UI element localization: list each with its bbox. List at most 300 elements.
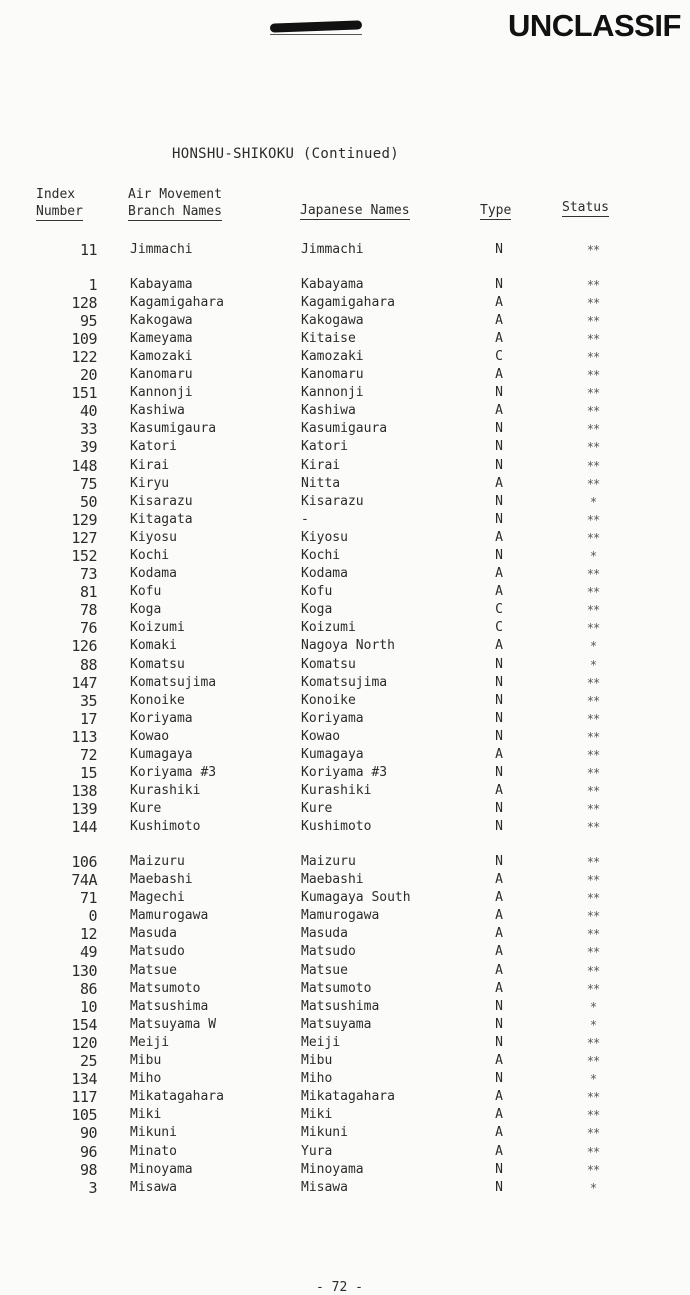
japanese-name-cell: Minoyama [301, 1161, 364, 1177]
index-number-cell: 105 [71, 1106, 97, 1125]
index-number-cell: 12 [79, 925, 97, 944]
air-movement-name-cell: Mikuni [130, 1125, 177, 1141]
type-cell: A [495, 584, 503, 600]
air-movement-name-cell: Jimmachi [130, 242, 193, 257]
japanese-name-cell: Koriyama #3 [301, 765, 388, 781]
status-cell: ** [586, 440, 600, 455]
japanese-name-cell: Kurashiki [301, 783, 372, 799]
type-cell: A [495, 783, 503, 799]
index-number-cell: 73 [79, 565, 97, 584]
table-row [0, 782, 690, 800]
status-cell: ** [586, 1054, 600, 1069]
japanese-name-cell: - [301, 511, 309, 527]
header-air-movement-names [128, 186, 222, 220]
japanese-name-cell: Matsushima [301, 998, 380, 1014]
air-movement-name-cell: Matsumoto [130, 980, 201, 996]
table-row [0, 402, 690, 420]
air-movement-name-cell: Kofu [130, 584, 162, 600]
air-movement-name-cell: Mamurogawa [130, 908, 209, 924]
air-movement-name-cell: Kagamigahara [130, 294, 224, 310]
status-cell: ** [586, 621, 600, 636]
type-cell: N [495, 998, 503, 1014]
air-movement-name-cell: Kameyama [130, 330, 193, 346]
air-movement-name-cell: Komaki [130, 638, 177, 654]
japanese-name-cell: Kabayama [301, 276, 364, 292]
index-number-cell: 126 [71, 637, 97, 656]
japanese-name-cell: Kofu [301, 584, 333, 600]
table-row [0, 457, 690, 475]
type-cell: A [495, 1107, 503, 1123]
air-movement-name-cell: Kodama [130, 566, 177, 582]
index-number-cell: 129 [71, 510, 97, 529]
status-cell: ** [586, 748, 600, 763]
air-movement-name-cell: Katori [130, 439, 177, 455]
status-cell: ** [586, 981, 600, 996]
index-number-cell: 74A [71, 871, 97, 890]
index-number-cell: 15 [79, 764, 97, 783]
table-row [0, 853, 690, 871]
type-cell: A [495, 312, 503, 328]
table-row [0, 529, 690, 547]
index-number-cell: 33 [79, 420, 97, 439]
table-row [0, 800, 690, 818]
air-movement-name-cell: Miki [130, 1107, 162, 1123]
japanese-name-cell: Maebashi [301, 872, 364, 888]
table-row [0, 511, 690, 529]
index-number-cell: 95 [79, 311, 97, 330]
air-movement-name-cell: Maizuru [130, 854, 185, 869]
table-row [0, 294, 690, 312]
index-number-cell: 128 [71, 293, 97, 312]
air-movement-name-cell: Minoyama [130, 1161, 193, 1177]
status-cell: ** [586, 963, 600, 978]
japanese-name-cell: Konoike [301, 692, 356, 708]
air-movement-name-cell: Kurashiki [130, 783, 201, 799]
table-row [0, 1179, 690, 1197]
status-cell: ** [586, 1108, 600, 1123]
type-cell: C [495, 620, 503, 636]
type-cell: A [495, 638, 503, 654]
status-cell: ** [586, 784, 600, 799]
header-type-label: Type [480, 203, 512, 218]
type-cell: A [495, 1143, 503, 1159]
status-cell: ** [586, 277, 600, 292]
japanese-name-cell: Komatsujima [301, 674, 388, 690]
status-cell: ** [586, 404, 600, 419]
air-movement-name-cell: Magechi [130, 890, 185, 906]
japanese-name-cell: Mamurogawa [301, 908, 380, 924]
status-cell: * [589, 999, 597, 1014]
air-movement-name-cell: Kamozaki [130, 348, 193, 364]
air-movement-name-cell: Mikatagahara [130, 1089, 224, 1105]
type-cell: A [495, 529, 503, 545]
status-cell: * [589, 1017, 597, 1032]
type-cell: A [495, 872, 503, 888]
table-row [0, 565, 690, 583]
japanese-name-cell: Matsumoto [301, 980, 372, 996]
air-movement-name-cell: Kashiwa [130, 403, 185, 419]
index-number-cell: 35 [79, 691, 97, 710]
japanese-name-cell: Kirai [301, 457, 341, 473]
japanese-name-cell: Nagoya North [301, 638, 395, 654]
header-japanese-names [300, 202, 410, 219]
index-number-cell: 113 [71, 727, 97, 746]
japanese-name-cell: Kanomaru [301, 367, 364, 383]
type-cell: A [495, 747, 503, 763]
type-cell: N [495, 674, 503, 690]
index-number-cell: 120 [71, 1033, 97, 1052]
header-index-number [36, 186, 83, 220]
japanese-name-cell: Kowao [301, 728, 341, 744]
japanese-name-cell: Kure [301, 801, 333, 817]
japanese-name-cell: Katori [301, 439, 348, 455]
type-cell: A [495, 403, 503, 419]
table-row [0, 764, 690, 782]
index-number-cell: 134 [71, 1070, 97, 1089]
redaction-bar [270, 20, 362, 32]
japanese-name-cell: Miho [301, 1071, 333, 1087]
type-cell: N [495, 656, 503, 672]
japanese-name-cell: Kiyosu [301, 529, 348, 545]
status-cell: * [589, 549, 597, 563]
index-number-cell: 122 [71, 347, 97, 366]
index-number-cell: 139 [71, 800, 97, 819]
japanese-name-cell: Kannonji [301, 385, 364, 401]
table-row [0, 871, 690, 889]
status-cell: ** [586, 567, 600, 582]
table-row [0, 656, 690, 674]
japanese-name-cell: Kakogawa [301, 312, 364, 328]
air-movement-name-cell: Matsuyama W [130, 1016, 217, 1032]
air-movement-name-cell: Misawa [130, 1179, 177, 1195]
table-row [0, 1088, 690, 1106]
table-row [0, 962, 690, 980]
type-cell: N [495, 421, 503, 437]
status-cell: ** [586, 512, 600, 527]
index-number-cell: 10 [79, 997, 97, 1016]
table-row [0, 475, 690, 493]
air-movement-name-cell: Komatsu [130, 656, 185, 672]
status-cell: ** [586, 873, 600, 888]
index-number-cell: 117 [71, 1088, 97, 1107]
japanese-name-cell: Koizumi [301, 620, 356, 636]
status-cell: ** [586, 349, 600, 364]
table-row [0, 438, 690, 456]
table-row [0, 674, 690, 692]
type-cell: N [495, 457, 503, 473]
type-cell: N [495, 276, 503, 292]
status-cell: ** [586, 820, 600, 835]
table-row [0, 493, 690, 511]
status-cell: ** [586, 1090, 600, 1105]
type-cell: N [495, 242, 503, 257]
index-number-cell: 11 [79, 241, 97, 259]
table-row [0, 619, 690, 637]
status-cell: ** [586, 458, 600, 473]
air-movement-name-cell: Kitagata [130, 511, 193, 527]
index-number-cell: 17 [79, 709, 97, 728]
table-row [0, 998, 690, 1016]
table-row [0, 746, 690, 764]
index-number-cell: 72 [79, 746, 97, 765]
status-cell: ** [586, 1162, 600, 1177]
index-number-cell: 144 [71, 818, 97, 837]
type-cell: A [495, 926, 503, 942]
type-cell: N [495, 385, 503, 401]
index-number-cell: 130 [71, 961, 97, 980]
japanese-name-cell: Matsue [301, 962, 348, 978]
japanese-name-cell: Kushimoto [301, 819, 372, 835]
header-japanese-label: Japanese Names [300, 203, 410, 218]
type-cell: N [495, 511, 503, 527]
type-cell: N [495, 1016, 503, 1032]
index-number-cell: 78 [79, 601, 97, 620]
status-cell: ** [586, 855, 600, 869]
air-movement-name-cell: Kasumigaura [130, 421, 217, 437]
header-index-line2: Number [36, 204, 83, 219]
air-movement-name-cell: Koizumi [130, 620, 185, 636]
japanese-name-cell: Matsudo [301, 944, 356, 960]
table-row [0, 889, 690, 907]
japanese-name-cell: Yura [301, 1143, 333, 1159]
table-row [0, 420, 690, 438]
status-cell: ** [586, 386, 600, 401]
type-cell: A [495, 330, 503, 346]
status-cell: ** [586, 476, 600, 491]
japanese-name-cell: Kitaise [301, 330, 356, 346]
japanese-name-cell: Koga [301, 602, 333, 618]
index-number-cell: 154 [71, 1015, 97, 1034]
index-number-cell: 49 [79, 943, 97, 962]
table-row [0, 1143, 690, 1161]
air-movement-name-cell: Komatsujima [130, 674, 217, 690]
table-row [0, 1161, 690, 1179]
japanese-name-cell: Kamozaki [301, 348, 364, 364]
type-cell: N [495, 801, 503, 817]
table-row [0, 312, 690, 330]
header-index-line1: Index [36, 187, 76, 202]
japanese-name-cell: Kochi [301, 548, 341, 563]
index-number-cell: 127 [71, 528, 97, 547]
table-row [0, 692, 690, 710]
index-number-cell: 148 [71, 456, 97, 475]
status-cell: ** [586, 1035, 600, 1050]
type-cell: C [495, 602, 503, 618]
header-status-label: Status [562, 200, 609, 215]
table-row [0, 1034, 690, 1052]
table-row [0, 907, 690, 925]
index-number-cell: 152 [71, 547, 97, 565]
table-row [0, 366, 690, 384]
type-cell: N [495, 710, 503, 726]
air-movement-name-cell: Minato [130, 1143, 177, 1159]
air-movement-name-cell: Kiryu [130, 475, 170, 491]
classification-stamp: UNCLASSIF [508, 8, 681, 43]
index-number-cell: 1 [88, 275, 97, 294]
status-cell: ** [586, 331, 600, 346]
air-movement-name-cell: Matsushima [130, 998, 209, 1014]
index-number-cell: 20 [79, 366, 97, 385]
japanese-name-cell: Nitta [301, 475, 341, 491]
air-movement-name-cell: Kumagaya [130, 747, 193, 763]
air-movement-name-cell: Kowao [130, 728, 170, 744]
table-row [0, 547, 690, 565]
type-cell: C [495, 348, 503, 364]
type-cell: A [495, 367, 503, 383]
status-cell: ** [586, 711, 600, 726]
air-movement-name-cell: Kure [130, 801, 162, 817]
index-number-cell: 106 [71, 853, 97, 871]
type-cell: N [495, 692, 503, 708]
header-type [480, 202, 511, 219]
page-number: - 72 - [316, 1280, 363, 1295]
index-number-cell: 147 [71, 673, 97, 692]
index-number-cell: 96 [79, 1142, 97, 1161]
status-cell: ** [586, 891, 600, 906]
index-number-cell: 138 [71, 782, 97, 801]
japanese-name-cell: Kagamigahara [301, 294, 395, 310]
status-cell: ** [586, 313, 600, 328]
type-cell: A [495, 890, 503, 906]
japanese-name-cell: Misawa [301, 1179, 348, 1195]
status-cell: ** [586, 802, 600, 817]
table-row [0, 601, 690, 619]
table-row [0, 1124, 690, 1142]
air-movement-name-cell: Kannonji [130, 385, 193, 401]
type-cell: A [495, 566, 503, 582]
table-row [0, 1070, 690, 1088]
index-number-cell: 3 [88, 1178, 97, 1197]
status-cell: ** [586, 243, 600, 257]
index-number-cell: 40 [79, 402, 97, 421]
japanese-name-cell: Mibu [301, 1053, 333, 1069]
air-movement-name-cell: Meiji [130, 1034, 170, 1050]
air-movement-name-cell: Koga [130, 602, 162, 618]
status-cell: ** [586, 530, 600, 545]
index-number-cell: 88 [79, 655, 97, 674]
type-cell: N [495, 819, 503, 835]
type-cell: N [495, 548, 503, 563]
japanese-name-cell: Mikatagahara [301, 1089, 395, 1105]
air-movement-name-cell: Kakogawa [130, 312, 193, 328]
type-cell: A [495, 1089, 503, 1105]
air-movement-name-cell: Masuda [130, 926, 177, 942]
japanese-name-cell: Kisarazu [301, 493, 364, 509]
japanese-name-cell: Koriyama [301, 710, 364, 726]
japanese-name-cell: Kasumigaura [301, 421, 388, 437]
table-row [0, 1052, 690, 1070]
japanese-name-cell: Mikuni [301, 1125, 348, 1141]
status-cell: ** [586, 927, 600, 942]
header-air-line2: Branch Names [128, 204, 222, 219]
japanese-name-cell: Matsuyama [301, 1016, 372, 1032]
index-number-cell: 50 [79, 492, 97, 511]
table-row [0, 241, 690, 259]
air-movement-name-cell: Kisarazu [130, 493, 193, 509]
status-cell: ** [586, 1126, 600, 1141]
status-cell: ** [586, 675, 600, 690]
type-cell: N [495, 765, 503, 781]
status-cell: * [589, 657, 597, 672]
air-movement-name-cell: Matsue [130, 962, 177, 978]
airfield-table [0, 241, 690, 1197]
type-cell: A [495, 908, 503, 924]
japanese-name-cell: Masuda [301, 926, 348, 942]
type-cell: A [495, 475, 503, 491]
type-cell: N [495, 439, 503, 455]
type-cell: N [495, 493, 503, 509]
status-cell: ** [586, 422, 600, 437]
japanese-name-cell: Jimmachi [301, 242, 364, 257]
japanese-name-cell: Kodama [301, 566, 348, 582]
index-number-cell: 109 [71, 329, 97, 348]
type-cell: N [495, 1179, 503, 1195]
air-movement-name-cell: Kabayama [130, 276, 193, 292]
type-cell: N [495, 1161, 503, 1177]
table-row [0, 1106, 690, 1124]
type-cell: A [495, 1053, 503, 1069]
air-movement-name-cell: Kushimoto [130, 819, 201, 835]
air-movement-name-cell: Kanomaru [130, 367, 193, 383]
index-number-cell: 25 [79, 1052, 97, 1071]
type-cell: A [495, 294, 503, 310]
status-cell: ** [586, 945, 600, 960]
table-row [0, 330, 690, 348]
japanese-name-cell: Komatsu [301, 656, 356, 672]
status-cell: ** [586, 295, 600, 310]
status-cell: * [589, 1072, 597, 1087]
japanese-name-cell: Meiji [301, 1034, 341, 1050]
air-movement-name-cell: Miho [130, 1071, 162, 1087]
index-number-cell: 90 [79, 1124, 97, 1143]
type-cell: N [495, 728, 503, 744]
table-row [0, 980, 690, 998]
index-number-cell: 76 [79, 619, 97, 638]
index-number-cell: 39 [79, 438, 97, 457]
table-row [0, 728, 690, 746]
air-movement-name-cell: Kiyosu [130, 529, 177, 545]
japanese-name-cell: Maizuru [301, 854, 356, 869]
table-row [0, 710, 690, 728]
status-cell: ** [586, 603, 600, 618]
page-title: HONSHU-SHIKOKU (Continued) [172, 146, 399, 162]
type-cell: N [495, 1071, 503, 1087]
air-movement-name-cell: Mibu [130, 1053, 162, 1069]
status-cell: * [589, 1180, 597, 1195]
japanese-name-cell: Kashiwa [301, 403, 356, 419]
air-movement-name-cell: Maebashi [130, 872, 193, 888]
table-row [0, 943, 690, 961]
type-cell: A [495, 962, 503, 978]
status-cell: ** [586, 766, 600, 781]
status-cell: ** [586, 693, 600, 708]
status-cell: ** [586, 1144, 600, 1159]
header-status [562, 199, 609, 216]
table-row [0, 348, 690, 366]
air-movement-name-cell: Konoike [130, 692, 185, 708]
air-movement-name-cell: Koriyama [130, 710, 193, 726]
air-movement-name-cell: Koriyama #3 [130, 765, 217, 781]
header-air-line1: Air Movement [128, 187, 222, 202]
japanese-name-cell: Kumagaya South [301, 890, 411, 906]
air-movement-name-cell: Kochi [130, 548, 170, 563]
status-cell: ** [586, 909, 600, 924]
table-row [0, 818, 690, 836]
type-cell: A [495, 944, 503, 960]
status-cell: * [589, 639, 597, 654]
index-number-cell: 151 [71, 384, 97, 403]
table-row [0, 583, 690, 601]
